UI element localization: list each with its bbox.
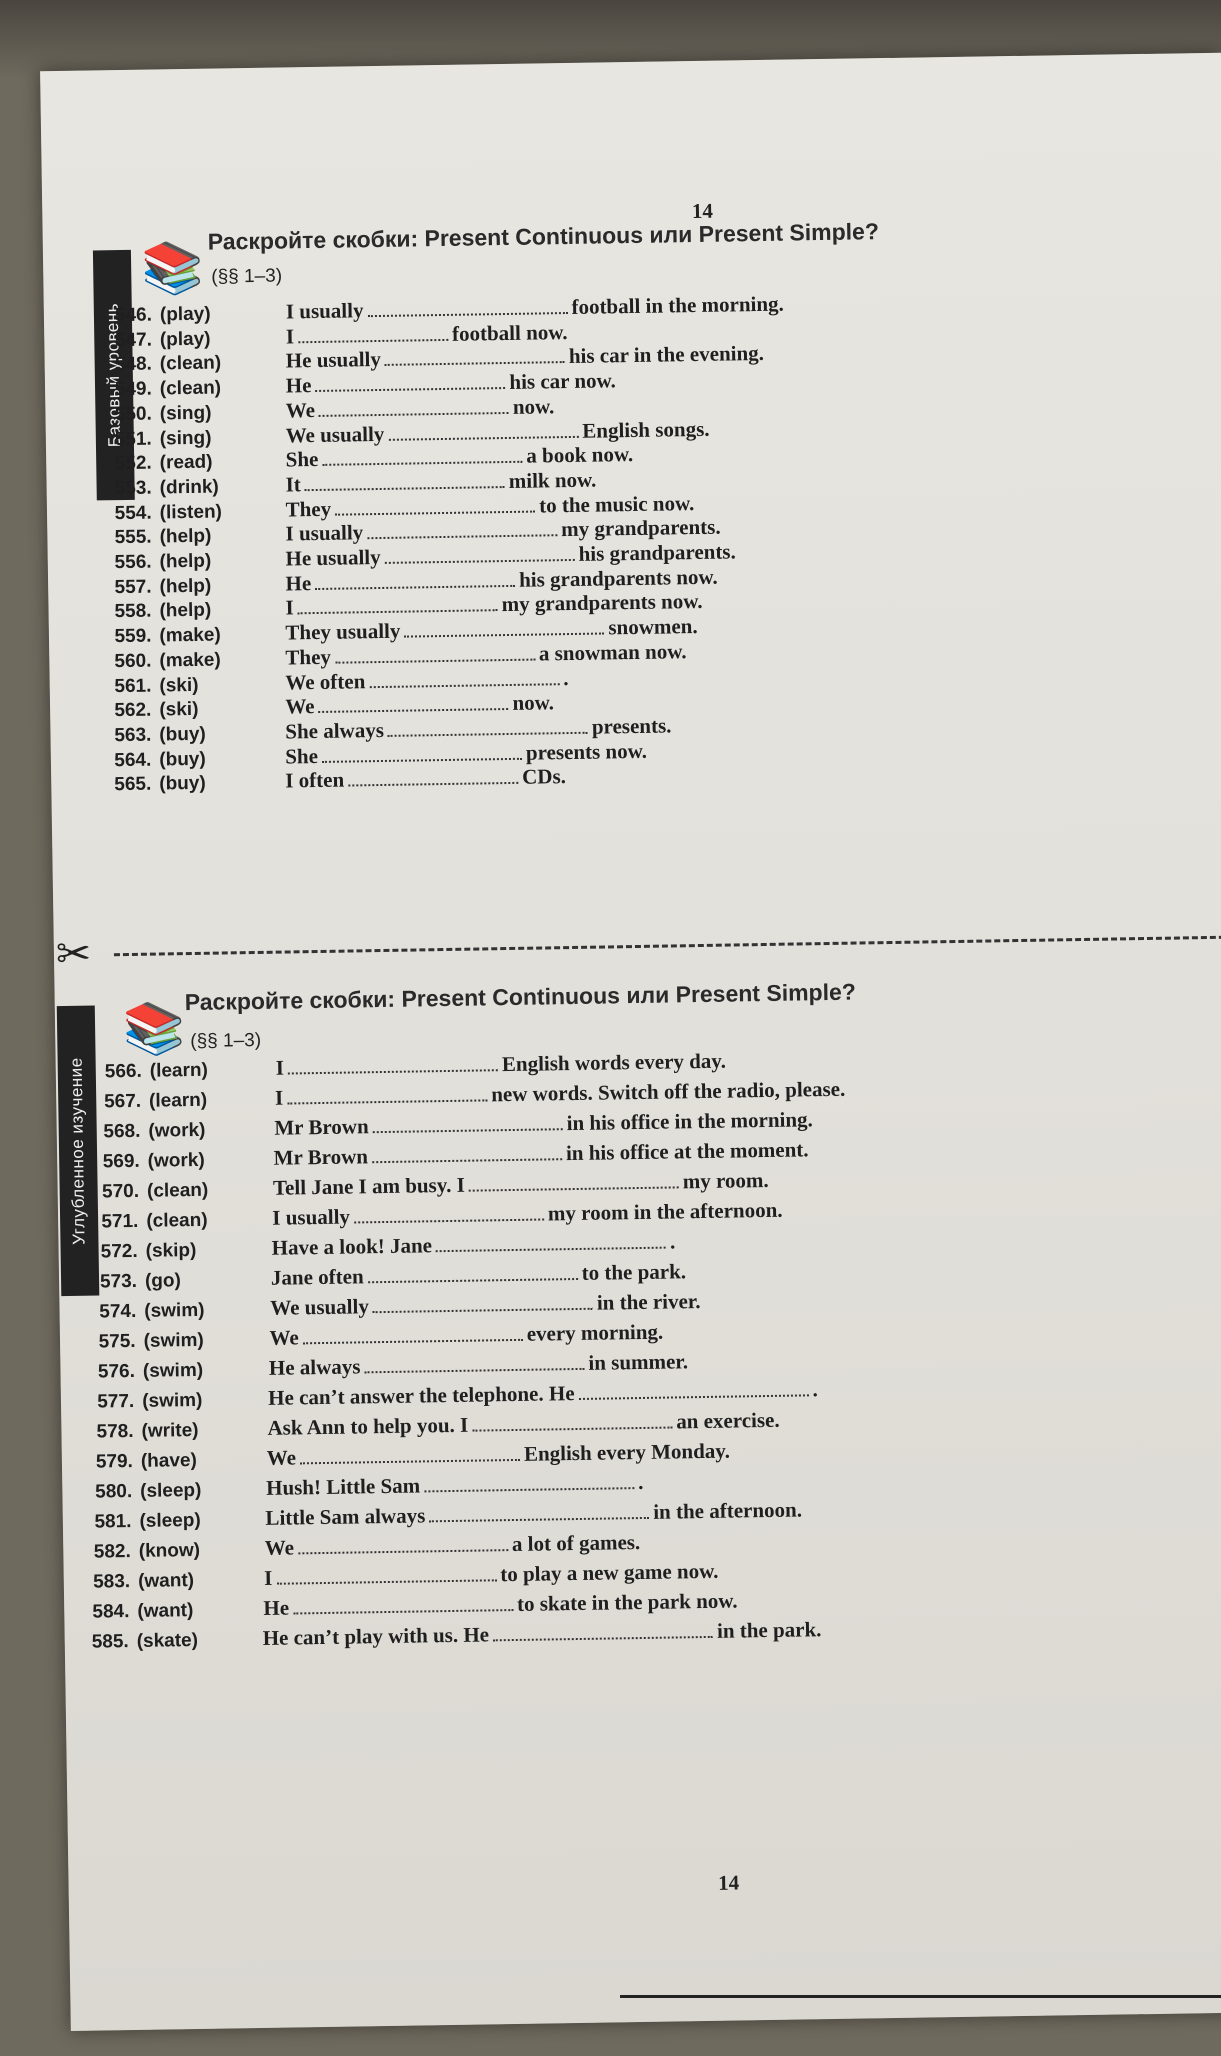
answer-blank[interactable] xyxy=(385,347,565,366)
exercise-text-before: Little Sam always xyxy=(265,1503,426,1530)
exercise-text-before: I usually xyxy=(285,520,364,546)
exercise-text-before: I xyxy=(285,595,294,620)
exercise-row xyxy=(73,1589,737,1624)
exercise-row xyxy=(80,1289,701,1324)
exercise-verb: (ski) xyxy=(159,674,199,696)
exercise-number: 575. xyxy=(98,1330,136,1353)
exercise-number: 553. xyxy=(114,477,152,500)
section-paragraphs: (§§ 1–3) xyxy=(211,265,283,288)
exercise-number: 564. xyxy=(114,749,152,771)
answer-blank[interactable] xyxy=(367,521,557,540)
exercise-number: 576. xyxy=(97,1360,136,1383)
exercise-text-before: Tell Jane I am busy. I xyxy=(272,1172,465,1200)
exercise-number: 565. xyxy=(114,773,152,796)
exercise-number: 551. xyxy=(114,428,152,450)
exercise-text-after: his car now. xyxy=(509,368,616,395)
exercise-verb: (work) xyxy=(147,1149,205,1172)
exercise-text-before: I xyxy=(274,1085,284,1110)
exercise-verb: (want) xyxy=(137,1600,194,1622)
books-icon: 📚 xyxy=(122,1000,186,1058)
exercise-text-after: my room in the afternoon. xyxy=(547,1197,783,1226)
answer-blank[interactable] xyxy=(424,1473,634,1492)
exercise-number: 562. xyxy=(114,699,152,722)
exercise-verb: (clean) xyxy=(146,1179,209,1202)
exercise-text-before: He usually xyxy=(285,347,382,373)
exercise-text-after: . xyxy=(669,1229,676,1254)
answer-blank[interactable] xyxy=(288,1055,498,1074)
exercise-text-before: Jane often xyxy=(270,1264,364,1290)
exercise-verb: (sleep) xyxy=(139,1509,201,1532)
exercise-verb: (have) xyxy=(140,1449,197,1472)
exercise-text-before: Have a look! Jane xyxy=(271,1233,433,1260)
exercise-number: 552. xyxy=(114,452,152,475)
exercise-text-after: to the park. xyxy=(581,1259,687,1285)
exercise-verb: (buy) xyxy=(159,748,206,771)
exercise-text-before: He can’t play with us. He xyxy=(262,1622,490,1650)
exercise-row xyxy=(83,1168,769,1204)
exercise-text-after: now. xyxy=(512,394,555,419)
exercise-text-before: It xyxy=(285,472,301,497)
answer-blank[interactable] xyxy=(388,421,578,440)
exercise-verb: (help) xyxy=(159,550,212,573)
exercise-text-before: He usually xyxy=(285,544,381,571)
answer-blank[interactable] xyxy=(305,472,505,491)
exercise-verb: (go) xyxy=(144,1270,182,1292)
exercise-text-after: English every Monday. xyxy=(523,1438,731,1466)
exercise-row xyxy=(81,1229,675,1263)
exercise-number: 578. xyxy=(96,1420,134,1443)
worksheet-page xyxy=(40,53,1221,2031)
exercise-number: 549. xyxy=(114,378,152,401)
exercise-text-before: I xyxy=(275,1055,285,1080)
answer-blank[interactable] xyxy=(469,1172,679,1191)
exercise-text-before: He xyxy=(285,373,312,398)
answer-blank[interactable] xyxy=(322,743,522,762)
exercise-text-before: We often xyxy=(285,668,366,694)
answer-blank[interactable] xyxy=(300,1445,520,1464)
exercise-row xyxy=(75,1530,641,1564)
exercise-row xyxy=(77,1408,779,1444)
exercise-text-after: to skate in the park now. xyxy=(516,1588,738,1616)
exercise-text-after: an exercise. xyxy=(676,1407,780,1434)
exercise-number: 566. xyxy=(104,1060,142,1083)
exercise-text-before: I usually xyxy=(285,298,364,324)
exercise-verb: (know) xyxy=(138,1539,201,1562)
answer-blank[interactable] xyxy=(373,1114,563,1133)
exercise-text-after: his car in the evening. xyxy=(568,341,765,369)
exercise-text-after: in his office in the morning. xyxy=(566,1107,813,1136)
exercise-text-after: my room. xyxy=(682,1167,769,1194)
exercise-text-before: We xyxy=(269,1325,299,1350)
exercise-text-before: He xyxy=(263,1595,290,1620)
exercise-number: 583. xyxy=(92,1571,131,1593)
answer-blank[interactable] xyxy=(319,398,509,417)
exercise-row xyxy=(79,1320,663,1354)
exercise-verb: (buy) xyxy=(159,723,206,746)
exercise-text-before: We usually xyxy=(270,1294,370,1320)
exercise-text-after: every morning. xyxy=(526,1319,664,1346)
answer-blank[interactable] xyxy=(335,644,535,663)
answer-blank[interactable] xyxy=(298,596,498,615)
exercise-text-after: my grandparents. xyxy=(560,514,721,542)
exercise-text-before: I xyxy=(263,1565,273,1590)
exercise-text-before: I often xyxy=(285,767,345,793)
exercise-row xyxy=(82,1198,783,1234)
exercise-text-before: She xyxy=(285,447,319,472)
exercise-text-after: his grandparents now. xyxy=(518,564,718,592)
exercise-number: 569. xyxy=(102,1150,140,1173)
exercise-verb: (help) xyxy=(159,575,212,598)
exercise-text-before: She always xyxy=(285,717,385,744)
exercise-number: 581. xyxy=(94,1511,132,1533)
answer-blank[interactable] xyxy=(315,373,505,392)
exercise-verb: (work) xyxy=(148,1119,206,1142)
exercise-verb: (swim) xyxy=(142,1389,203,1412)
exercise-text-before: We xyxy=(264,1535,295,1560)
exercise-text-after: football in the morning. xyxy=(571,291,784,319)
exercise-text-before: I xyxy=(285,324,295,349)
exercise-number: 572. xyxy=(100,1240,138,1263)
exercise-text-before: They xyxy=(285,644,332,670)
page-number-bottom: 14 xyxy=(717,1870,740,1895)
exercise-number: 568. xyxy=(103,1120,141,1143)
exercise-number: 584. xyxy=(92,1601,130,1623)
exercise-verb: (listen) xyxy=(159,501,223,524)
exercise-text-before: We usually xyxy=(285,421,385,447)
answer-blank[interactable] xyxy=(472,1413,672,1432)
exercise-number: 580. xyxy=(95,1481,133,1503)
answer-blank[interactable] xyxy=(373,1294,593,1313)
section-heading: Раскройте скобки: Present Continuous или Present Simple? xyxy=(207,218,880,255)
exercise-text-before: Mr Brown xyxy=(273,1144,369,1170)
exercise-text-after: milk now. xyxy=(508,467,597,493)
answer-blank[interactable] xyxy=(388,718,588,737)
exercise-verb: (sleep) xyxy=(140,1479,202,1502)
exercise-text-after: in the river. xyxy=(596,1289,701,1315)
answer-blank[interactable] xyxy=(404,619,604,638)
level-tab-advanced: Углубленное изучение xyxy=(57,1006,100,1297)
exercise-text-before: He xyxy=(285,570,312,596)
exercise-number: 574. xyxy=(99,1300,137,1323)
exercise-verb: (learn) xyxy=(149,1059,209,1082)
books-icon: 📚 xyxy=(140,239,204,297)
answer-blank[interactable] xyxy=(298,325,448,343)
exercise-verb: (help) xyxy=(159,525,212,548)
exercise-number: 561. xyxy=(114,675,152,697)
answer-blank[interactable] xyxy=(335,496,535,515)
exercise-verb: (help) xyxy=(159,600,212,622)
answer-blank[interactable] xyxy=(429,1503,649,1522)
exercise-text-after: a snowman now. xyxy=(538,638,687,666)
exercise-text-after: English songs. xyxy=(582,416,710,443)
exercise-text-before: He always xyxy=(268,1354,361,1380)
answer-blank[interactable] xyxy=(348,768,518,787)
answer-blank[interactable] xyxy=(298,1535,508,1554)
exercise-text-after: in the park. xyxy=(716,1617,822,1643)
answer-blank[interactable] xyxy=(369,669,559,688)
exercise-number: 550. xyxy=(114,403,152,425)
exercise-number: 560. xyxy=(114,650,152,672)
exercise-text-after: his grandparents. xyxy=(578,539,736,566)
answer-blank[interactable] xyxy=(293,1595,513,1614)
exercise-verb: (play) xyxy=(159,328,211,351)
exercise-number: 546. xyxy=(114,304,153,327)
scissors-icon: ✂ xyxy=(55,931,92,979)
exercise-text-before: They usually xyxy=(285,618,401,645)
exercise-text-after: my grandparents now. xyxy=(501,589,703,617)
exercise-number: 557. xyxy=(114,576,152,598)
answer-blank[interactable] xyxy=(354,1205,544,1224)
exercise-number: 582. xyxy=(93,1541,131,1563)
exercise-text-after: in the afternoon. xyxy=(653,1497,803,1524)
exercise-row xyxy=(74,1559,719,1594)
exercise-text-after: English words every day. xyxy=(501,1048,727,1077)
divider xyxy=(620,1995,1221,1998)
exercise-verb: (read) xyxy=(159,451,213,474)
exercise-number: 585. xyxy=(91,1631,129,1653)
exercise-number: 554. xyxy=(114,502,152,524)
exercise-text-after: a book now. xyxy=(526,442,634,468)
exercise-text-after: to the music now. xyxy=(538,490,695,518)
exercise-verb: (drink) xyxy=(159,476,219,499)
exercise-number: 547. xyxy=(114,329,153,351)
answer-blank[interactable] xyxy=(287,1085,487,1104)
answer-blank[interactable] xyxy=(367,298,567,317)
exercise-text-after: a lot of games. xyxy=(511,1530,641,1557)
exercise-number: 548. xyxy=(114,353,153,376)
exercise-verb: (clean) xyxy=(159,377,222,400)
exercise-row xyxy=(79,1349,688,1384)
exercise-number: 570. xyxy=(101,1180,140,1203)
exercise-number: 555. xyxy=(114,526,152,549)
exercise-verb: (learn) xyxy=(148,1089,208,1112)
exercise-text-before: He can’t answer the telephone. He xyxy=(267,1381,575,1410)
cut-line xyxy=(114,936,1221,957)
exercise-text-before: We xyxy=(285,397,316,423)
answer-blank[interactable] xyxy=(364,1354,584,1373)
exercise-number: 571. xyxy=(101,1210,139,1233)
section-paragraphs: (§§ 1–3) xyxy=(190,1029,262,1053)
exercise-text-before: Ask Ann to help you. I xyxy=(267,1412,469,1440)
exercise-text-after: in his office at the moment. xyxy=(565,1137,809,1166)
exercise-verb: (make) xyxy=(159,649,221,672)
exercise-text-after: . xyxy=(637,1469,644,1495)
answer-blank[interactable] xyxy=(276,1565,496,1584)
exercise-verb: (buy) xyxy=(159,773,206,795)
exercise-verb: (swim) xyxy=(144,1299,205,1322)
exercise-verb: (skip) xyxy=(145,1239,197,1262)
exercise-text-before: We xyxy=(266,1445,297,1470)
answer-blank[interactable] xyxy=(315,571,515,590)
exercise-verb: (swim) xyxy=(143,1329,204,1352)
exercise-text-before: She xyxy=(285,743,319,769)
level-tab-basic: Базовый уровень xyxy=(93,250,135,501)
exercise-verb: (swim) xyxy=(142,1359,204,1382)
exercise-text-after: to play a new game now. xyxy=(500,1558,719,1587)
exercise-text-after: new words. Switch off the radio, please. xyxy=(491,1076,846,1107)
exercise-verb: (sing) xyxy=(159,427,212,449)
exercise-text-before: We xyxy=(285,694,315,719)
exercise-verb: (play) xyxy=(159,303,211,326)
exercise-text-after: football now. xyxy=(451,319,568,346)
exercise-number: 573. xyxy=(99,1270,138,1293)
exercise-verb: (sing) xyxy=(159,402,212,425)
exercise-verb: (write) xyxy=(141,1419,199,1442)
exercise-row xyxy=(81,1259,686,1294)
exercise-row xyxy=(77,1439,730,1474)
exercise-text-before: Hush! Little Sam xyxy=(265,1473,421,1500)
exercise-text-before: Mr Brown xyxy=(274,1114,369,1140)
exercise-text-after: presents. xyxy=(591,713,672,739)
answer-blank[interactable] xyxy=(372,1144,562,1163)
exercise-text-after: . xyxy=(812,1377,818,1402)
answer-blank[interactable] xyxy=(318,694,508,713)
exercise-text-after: CDs. xyxy=(521,764,567,790)
exercise-verb: (clean) xyxy=(146,1209,208,1232)
exercise-number: 563. xyxy=(114,724,152,747)
answer-blank[interactable] xyxy=(303,1325,523,1344)
exercise-text-after: snowmen. xyxy=(608,614,698,640)
answer-blank[interactable] xyxy=(436,1233,666,1253)
answer-blank[interactable] xyxy=(368,1264,578,1283)
page-number-top: 14 xyxy=(691,198,714,224)
answer-blank[interactable] xyxy=(384,545,574,564)
exercise-number: 577. xyxy=(97,1390,135,1413)
exercise-verb: (want) xyxy=(137,1570,195,1592)
answer-blank[interactable] xyxy=(493,1622,713,1641)
exercise-number: 558. xyxy=(114,600,152,623)
exercise-number: 556. xyxy=(114,551,152,574)
exercise-number: 559. xyxy=(114,625,152,648)
answer-blank[interactable] xyxy=(578,1380,808,1400)
exercise-number: 579. xyxy=(95,1450,134,1473)
exercise-text-after: in summer. xyxy=(588,1349,689,1375)
exercise-number: 567. xyxy=(103,1090,142,1113)
exercise-row xyxy=(76,1470,644,1504)
section-heading: Раскройте скобки: Present Continuous или Present Simple? xyxy=(184,978,857,1016)
exercise-text-after: presents now. xyxy=(525,738,648,765)
exercise-verb: (skate) xyxy=(136,1629,199,1652)
exercise-verb: (clean) xyxy=(159,352,222,375)
exercise-text-before: They xyxy=(285,496,332,522)
exercise-row xyxy=(73,1617,822,1654)
answer-blank[interactable] xyxy=(322,447,522,466)
exercise-text-after: . xyxy=(563,665,569,690)
exercise-verb: (ski) xyxy=(159,699,199,721)
exercise-text-after: now. xyxy=(512,690,555,716)
exercise-row xyxy=(75,1497,802,1533)
exercise-text-before: I usually xyxy=(272,1204,351,1230)
exercise-verb: (make) xyxy=(159,624,221,647)
